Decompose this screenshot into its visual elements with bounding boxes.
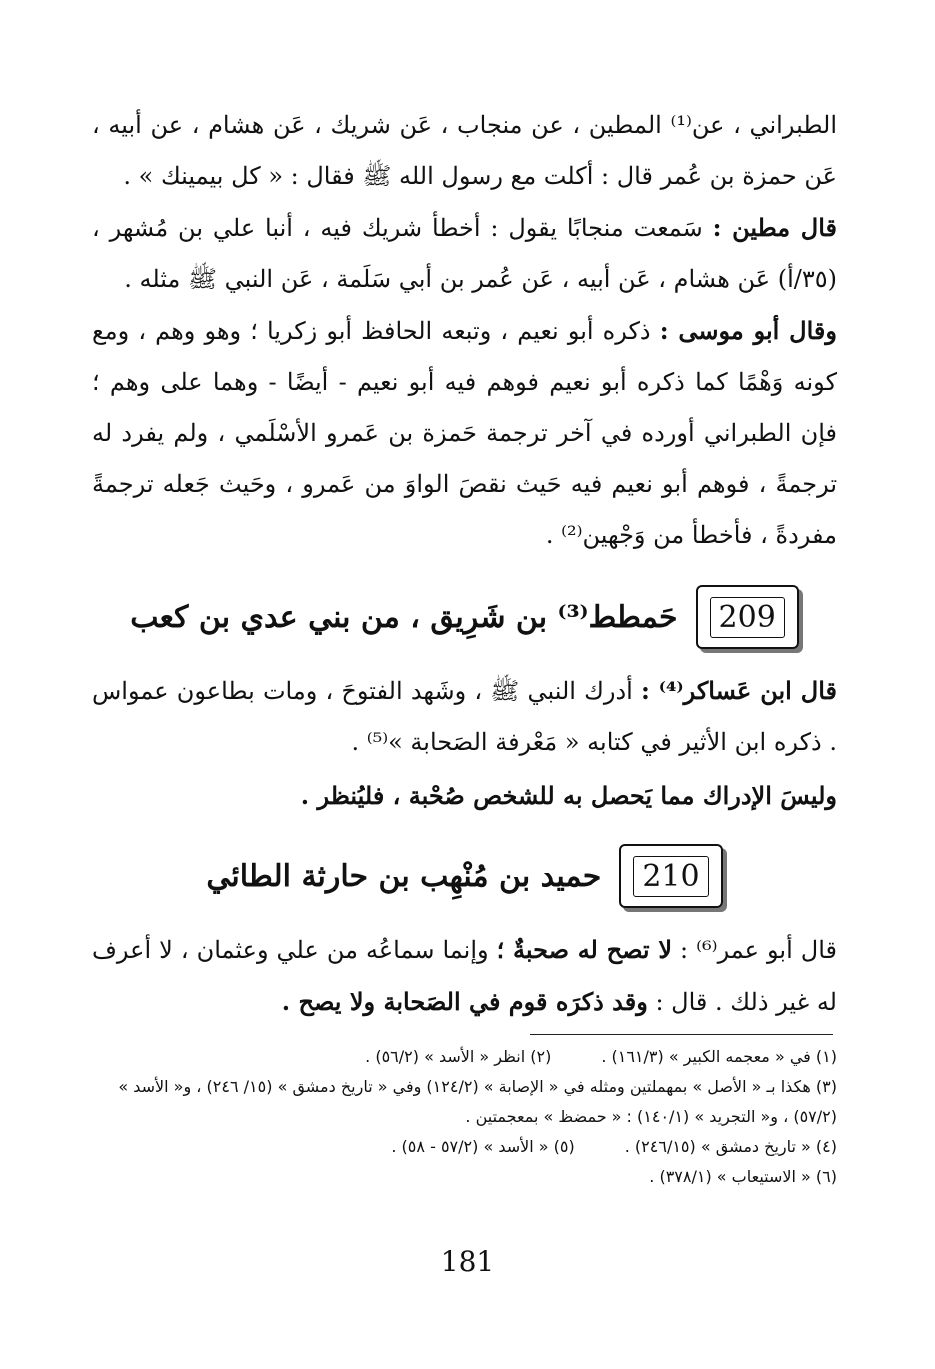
entry-210-heading xyxy=(92,844,837,908)
page-number: 181 xyxy=(440,1245,495,1278)
entry-209-text xyxy=(92,665,837,768)
paragraph-1: الطبراني ، عن⁽¹⁾ المطين ، عن منجاب ، عَن شريك ، عَن هشام ، عن أبيه ، عَن حمزة بن عُمر قال : أكلت مع رسول الله ﷺ فقال : « كل بيمينك » . xyxy=(92,111,838,190)
footnote-3: (٣) هكذا بـ « الأصل » بمهملتين ومثله في « الإصابة » (١٢٤/٢) وفي « تاريخ دمشق » (١٥/ ٢٤٦) ، و« الأسد » (٥٧/٢) ، و« التجريد » (١٤٠/١) : « حمضظ » بمعجمتين . xyxy=(118,1077,837,1126)
entry-209-body: أدرك النبي ﷺ ، وشَهد الفتوحَ ، ومات بطاعون عمواس . ذكره ابن الأثير في كتابه « مَعْرفة الصَحابة »⁽⁵⁾ . xyxy=(92,677,837,756)
footnote-6: (٦) « الاستيعاب » (٣٧٨/١) . xyxy=(649,1167,837,1186)
entry-210-title: حميد بن مُنْهِب بن حارثة الطائي xyxy=(206,858,602,894)
footnote-divider xyxy=(530,1034,833,1035)
footnote-2: (٢) انظر « الأسد » (٥٦/٢) . xyxy=(365,1047,552,1066)
paragraph-2-lead: قال مطين : xyxy=(712,213,837,242)
entry-209-title: حَمطط⁽³⁾ بن شَرِيق ، من بني عدي بن كعب xyxy=(130,599,678,635)
page-body xyxy=(92,100,837,1028)
entry-209-lead: قال ابن عَساكر⁽⁴⁾ : xyxy=(641,676,837,705)
entry-210-lead: قال أبو عمر⁽⁶⁾ : xyxy=(680,936,837,964)
entry-210-number: 210 xyxy=(633,856,708,897)
footnote-1: (١) في « معجمه الكبير » (١٦١/٣) . xyxy=(601,1047,837,1066)
footnotes xyxy=(97,1042,837,1192)
footnote-4: (٤) « تاريخ دمشق » (٢٤٦/١٥) . xyxy=(624,1137,837,1156)
paragraph-3 xyxy=(92,305,837,561)
paragraph-3-lead: وقال أبو موسى : xyxy=(659,316,837,345)
entry-209-note: وليسَ الإدراك مما يَحصل به للشخص صُحْبة ، فليُنظر . xyxy=(300,781,837,810)
entry-210-text xyxy=(92,924,837,1028)
entry-209-number-box xyxy=(696,585,799,649)
footnote-row-3 xyxy=(97,1132,837,1162)
entry-210-bold-2: وقد ذكرَه قوم في الصَحابة ولا يصح . xyxy=(281,987,648,1016)
paragraph-2-text: سَمعت منجابًا يقول : أخطأ شريك فيه ، أنبا علي بن مُشهر ، (٣٥/أ) عَن هشام ، عَن أبيه ، عَن عُمر بن أبي سَلَمة ، عَن النبي ﷺ مثله . xyxy=(92,214,837,293)
entry-209-heading xyxy=(92,585,837,649)
footnote-5: (٥) « الأسد » (٥٧/٢ - ٥٨) . xyxy=(391,1137,575,1156)
footnote-row-1 xyxy=(97,1042,837,1072)
entry-210-bold-1: لا تصح له صحبةٌ ؛ xyxy=(496,935,673,964)
entry-209-number: 209 xyxy=(710,597,785,638)
paragraph-2 xyxy=(92,202,837,305)
paragraph-3-text: ذكره أبو نعيم ، وتبعه الحافظ أبو زكريا ؛ وهو وهم ، ومع كونه وَهْمًا كما ذكره أبو نعيم فوهم فيه أبو نعيم - أيضًا - وهما على وهم ؛ فإن الطبراني أورده في آخر ترجمة حَمزة بن عَمرو الأسْلَمي ، ولم يفرد له ترجمةً ، فوهم أبو نعيم فيه حَيث نقصَ الواوَ من عَمرو ، وحَيث جَعله ترجمةً مفردةً ، فأخطأ من وَجْهين⁽²⁾ . xyxy=(92,317,837,549)
entry-210-body: وإنما سماعُه من علي وعثمان ، لا أعرف له غير ذلك . قال : xyxy=(92,936,837,1016)
entry-210-number-box xyxy=(619,844,722,908)
